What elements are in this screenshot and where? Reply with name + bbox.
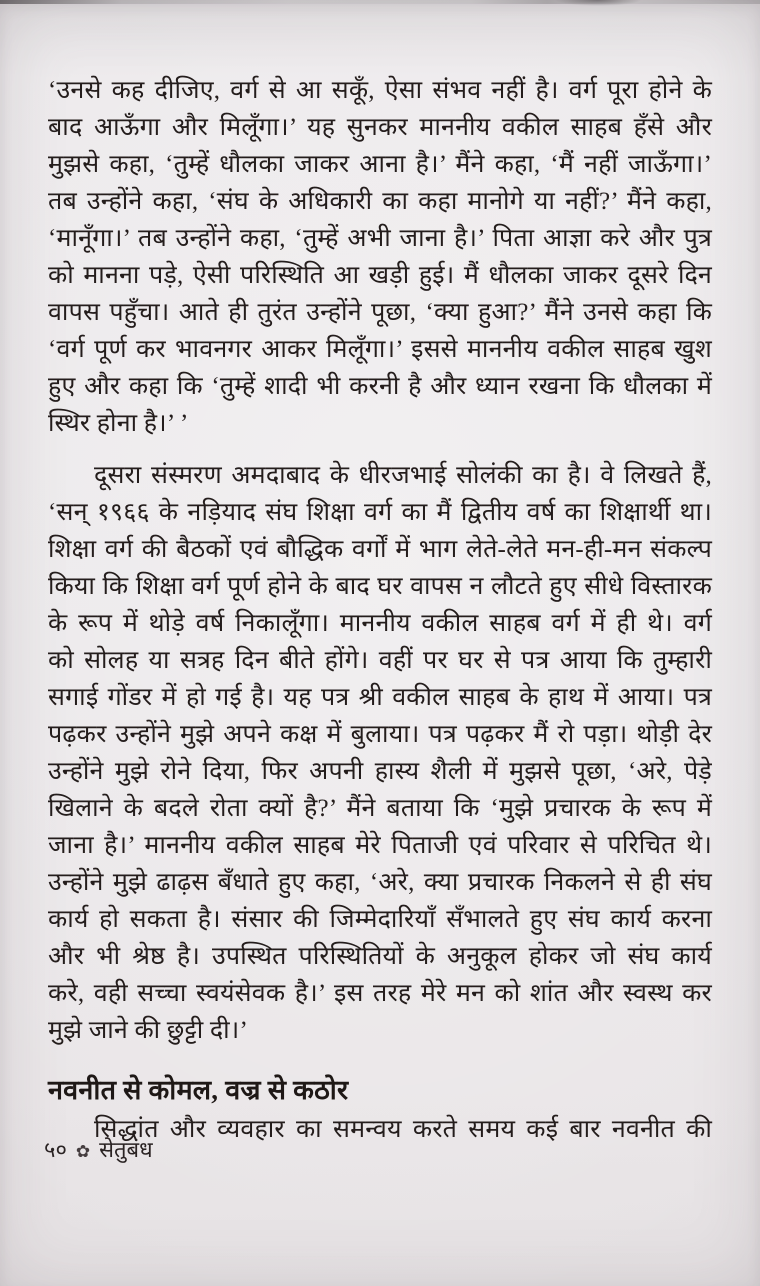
paragraph-lines bbox=[48, 72, 712, 405]
paragraph-memoir-solanki bbox=[48, 457, 712, 1049]
text-line: करे, वही सच्चा स्वयंसेवक है।’ इस तरह मेरे मन को शांत और स्वस्थ कर bbox=[48, 980, 712, 1007]
text-line: वापस पहुँचा। आते ही तुरंत उन्होंने पूछा, ‘क्या हुआ?’ मैंने उनसे कहा कि bbox=[48, 299, 712, 326]
text-line: जाना है।’ माननीय वकील साहब मेरे पिताजी एवं परिवार से परिचित थे। bbox=[48, 832, 712, 859]
text-line: ‘उनसे कह दीजिए, वर्ग से आ सकूँ, ऐसा संभव नहीं है। वर्ग पूरा होने के bbox=[48, 77, 712, 104]
scan-edge-artifact bbox=[0, 0, 760, 4]
text-line: स्थिर होना है।’ ’ bbox=[48, 410, 189, 437]
text-line: ‘मानूँगा।’ तब उन्होंने कहा, ‘तुम्हें अभी जाना है।’ पिता आज्ञा करे और पुत्र bbox=[48, 225, 712, 252]
text-line: को सोलह या सत्रह दिन बीते होंगे। वहीं पर घर से पत्र आया कि तुम्हारी bbox=[48, 647, 712, 674]
flower-ornament-icon: ✿ bbox=[75, 1141, 91, 1161]
text-line: मुझसे कहा, ‘तुम्हें धौलका जाकर आना है।’ मैंने कहा, ‘मैं नहीं जाऊँगा।’ bbox=[48, 151, 712, 178]
text-line: किया कि शिक्षा वर्ग पूर्ण होने के बाद घर वापस न लौटते हुए सीधे विस्तारक bbox=[48, 573, 712, 600]
text-line: के रूप में थोड़े वर्ष निकालूँगा। माननीय वकील साहब वर्ग में ही थे। वर्ग bbox=[48, 610, 712, 637]
page-number: ५० bbox=[44, 1137, 67, 1162]
book-title: सेतुबंध bbox=[99, 1137, 153, 1162]
text-line: कार्य हो सकता है। संसार की जिम्मेदारियाँ सँभालते हुए संघ कार्य करना bbox=[48, 906, 712, 933]
text-line: सगाई गोंडर में हो गई है। यह पत्र श्री वकील साहब के हाथ में आया। पत्र bbox=[48, 684, 712, 711]
paragraph-memoir-dholka bbox=[48, 72, 712, 442]
text-line: बाद आऊँगा और मिलूँगा।’ यह सुनकर माननीय वकील साहब हँसे और bbox=[48, 114, 712, 141]
text-line: तब उन्होंने कहा, ‘संघ के अधिकारी का कहा मानोगे या नहीं?’ मैंने कहा, bbox=[48, 188, 712, 215]
text-line: ‘सन् १९६६ के नड़ियाद संघ शिक्षा वर्ग का मैं द्वितीय वर्ष का शिक्षार्थी था। bbox=[48, 499, 712, 526]
paragraph-lines bbox=[48, 457, 712, 1012]
text-line: ‘वर्ग पूर्ण कर भावनगर आकर मिलूँगा।’ इससे माननीय वकील साहब खुश bbox=[48, 336, 712, 363]
text-line: उन्होंने मुझे रोने दिया, फिर अपनी हास्य शैली में मुझसे पूछा, ‘अरे, पेड़े bbox=[48, 758, 712, 785]
text-line: हुए और कहा कि ‘तुम्हें शादी भी करनी है और ध्यान रखना कि धौलका में bbox=[48, 373, 712, 400]
text-line: दूसरा संस्मरण अमदाबाद के धीरजभाई सोलंकी का है। वे लिखते हैं, bbox=[94, 462, 712, 489]
text-line: मुझे जाने की छुट्टी दी।’ bbox=[48, 1017, 249, 1044]
text-line: उन्होंने मुझे ढाढ़स बँधाते हुए कहा, ‘अरे, क्या प्रचारक निकलने से ही संघ bbox=[48, 869, 712, 896]
scan-smudge-artifact bbox=[550, 0, 646, 8]
text-line: और भी श्रेष्ठ है। उपस्थित परिस्थितियों के अनुकूल होकर जो संघ कार्य bbox=[48, 943, 712, 970]
text-line: को मानना पड़े, ऐसी परिस्थिति आ खड़ी हुई। मैं धौलका जाकर दूसरे दिन bbox=[48, 262, 712, 289]
text-line: पढ़कर उन्होंने मुझे अपने कक्ष में बुलाया। पत्र पढ़कर मैं रो पड़ा। थोड़ी देर bbox=[48, 721, 712, 748]
text-line: शिक्षा वर्ग की बैठकों एवं बौद्धिक वर्गों में भाग लेते-लेते मन-ही-मन संकल्प bbox=[48, 536, 712, 563]
text-line: सिद्धांत और व्यवहार का समन्वय करते समय कई बार नवनीत की bbox=[94, 1116, 712, 1143]
page-body-text bbox=[48, 72, 712, 1148]
section-heading: नवनीत से कोमल, वज्र से कठोर bbox=[48, 1075, 349, 1105]
page-footer bbox=[44, 1135, 153, 1165]
text-line: खिलाने के बदले रोता क्यों है?’ मैंने बताया कि ‘मुझे प्रचारक के रूप में bbox=[48, 795, 712, 822]
